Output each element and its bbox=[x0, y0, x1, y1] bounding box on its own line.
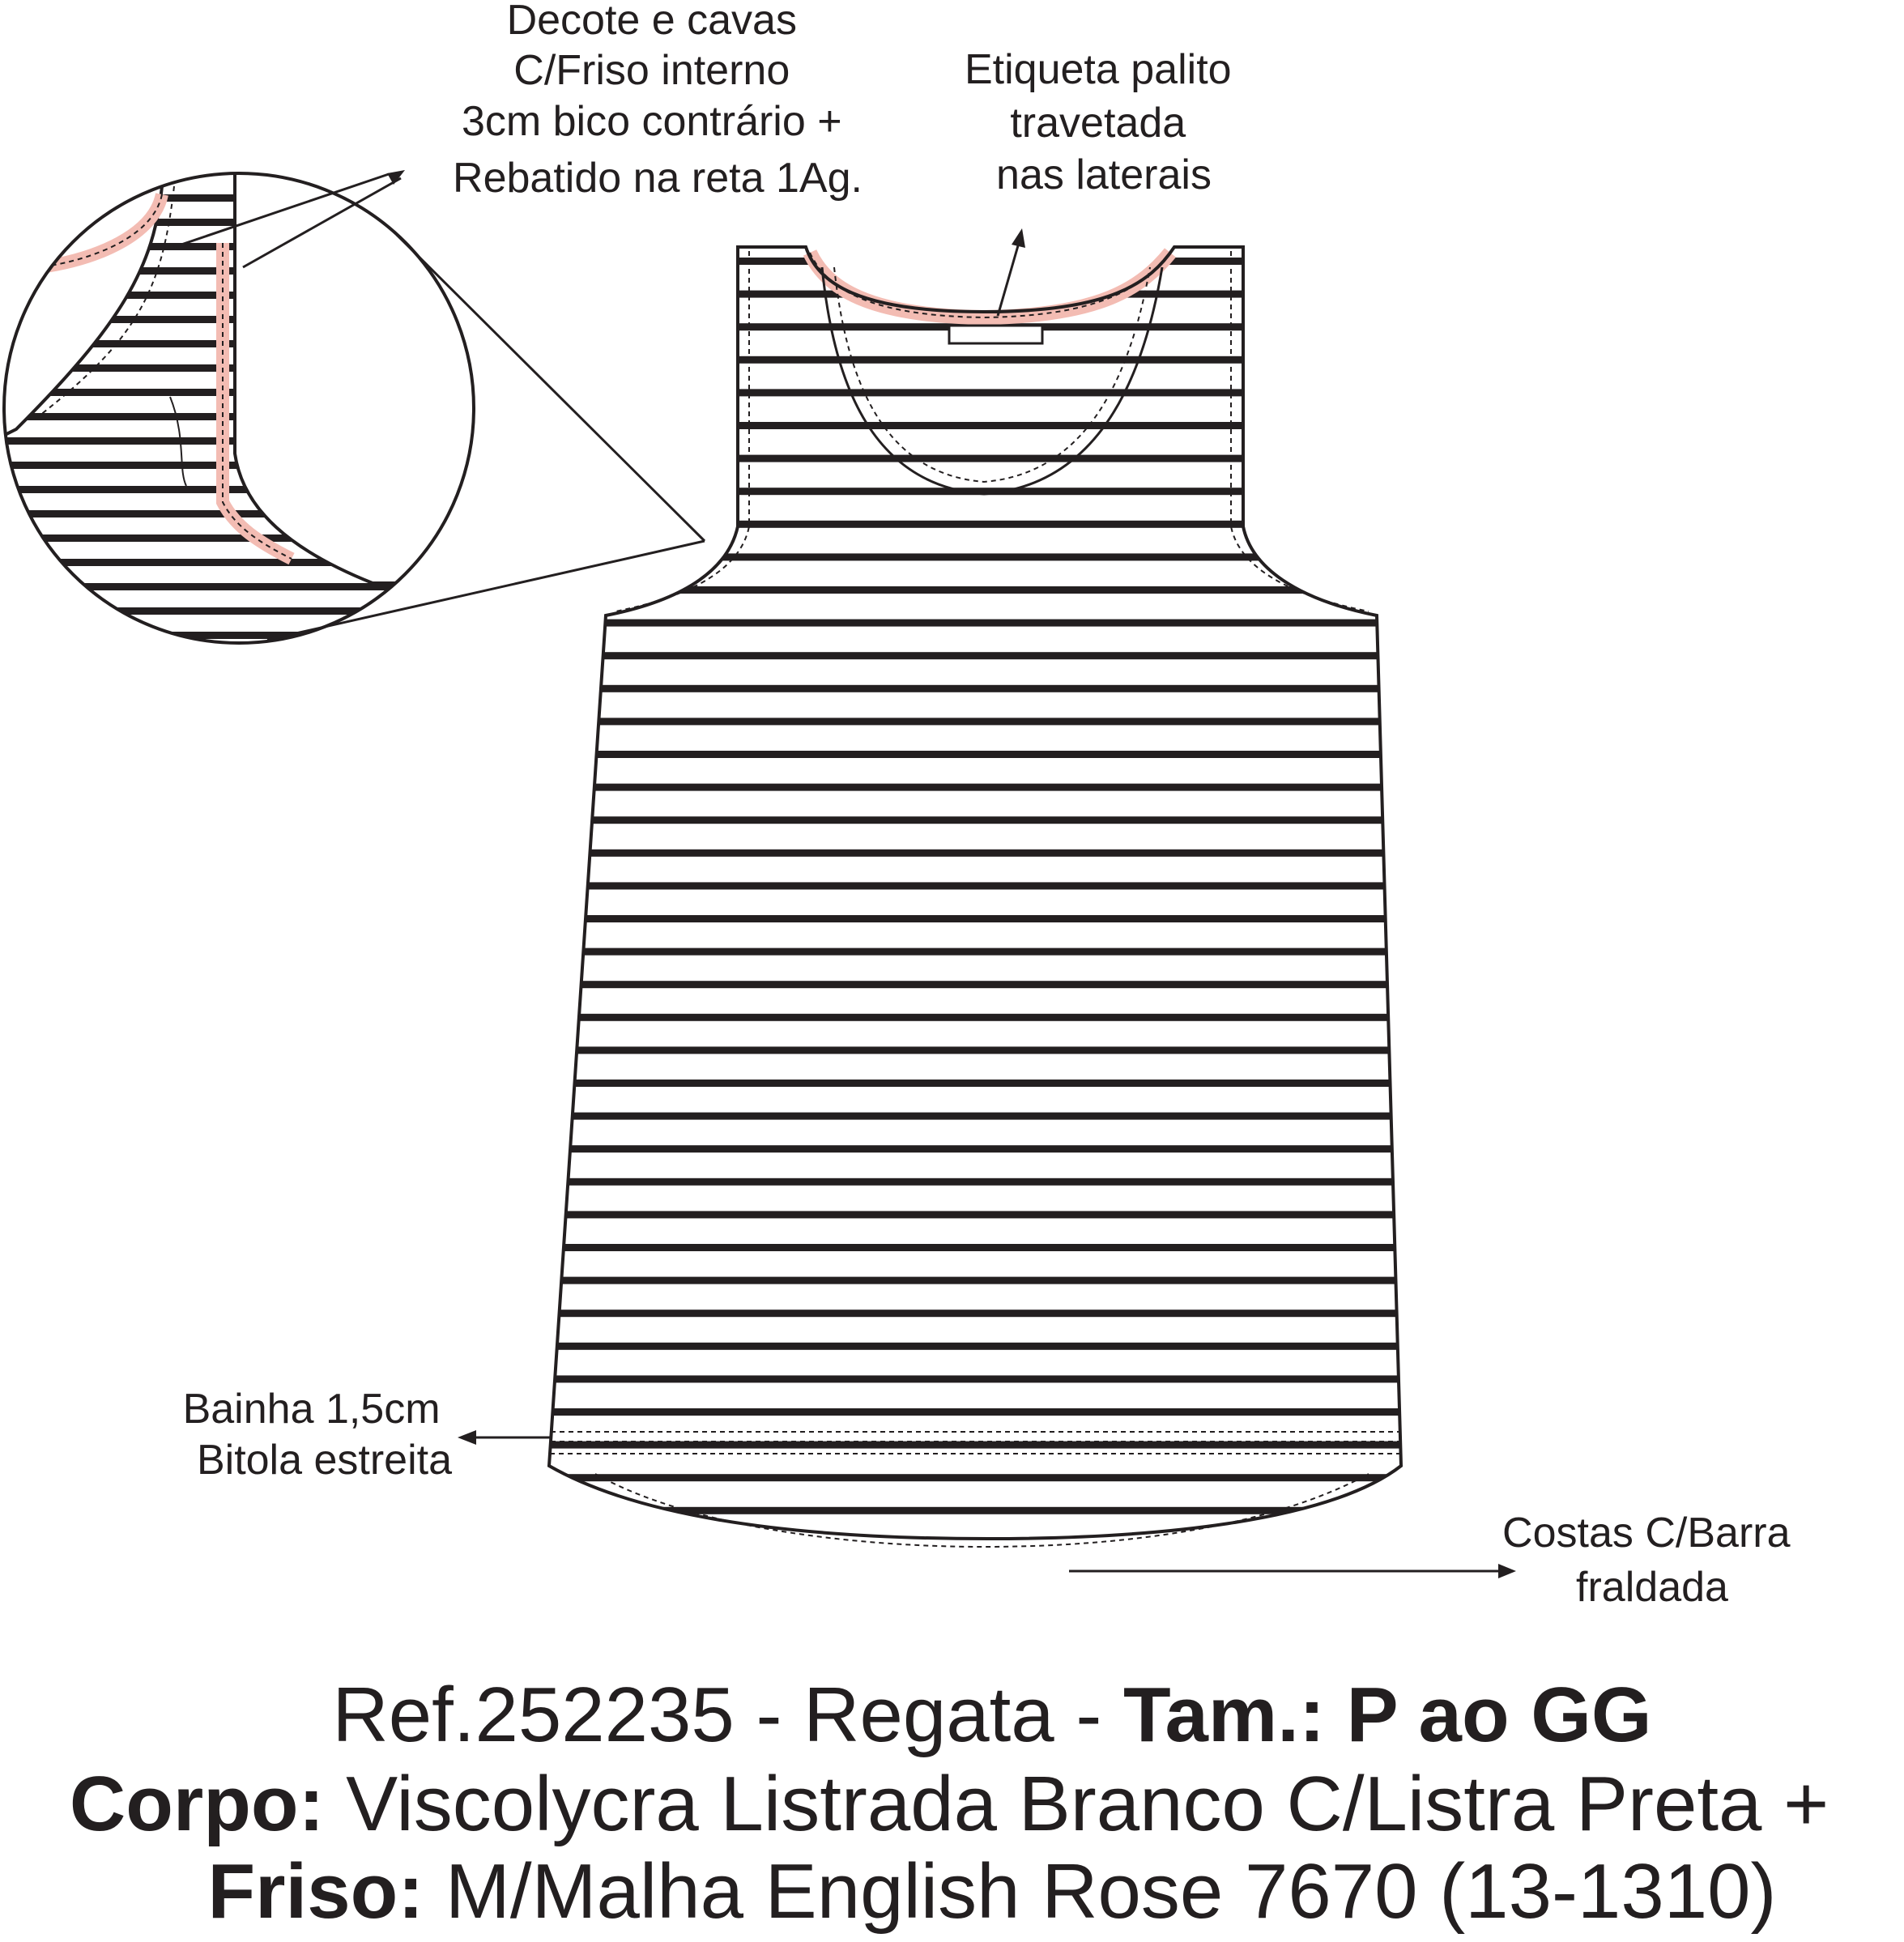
garment-stripe bbox=[486, 1014, 1498, 1021]
hem-note: Bainha 1,5cm Bitola estreita bbox=[182, 1386, 452, 1484]
zoom-stripe bbox=[0, 607, 486, 615]
garment-stripe bbox=[486, 816, 1498, 824]
tank-top-drawing bbox=[486, 247, 1498, 1547]
garment-stripe bbox=[486, 1507, 1498, 1514]
garment-stripe bbox=[486, 1474, 1498, 1481]
garment-stripe bbox=[486, 685, 1498, 692]
zoom-stripe bbox=[0, 632, 486, 639]
garment-stripe bbox=[486, 652, 1498, 659]
caption-line-3: Friso: M/Malha English Rose 7670 (13-1310) bbox=[207, 1848, 1777, 1935]
garment-stripe bbox=[486, 718, 1498, 725]
garment-stripe bbox=[486, 521, 1498, 528]
garment-stripe bbox=[486, 1277, 1498, 1284]
garment-stripe bbox=[486, 1343, 1498, 1350]
garment-stripe bbox=[486, 1178, 1498, 1186]
garment-stripe bbox=[486, 751, 1498, 758]
garment-stripe bbox=[486, 1080, 1498, 1087]
garment-stripe bbox=[486, 915, 1498, 922]
garment-stripe bbox=[486, 586, 1498, 594]
label-note: Etiqueta palito travetada nas laterais bbox=[964, 46, 1232, 198]
label-tag bbox=[949, 326, 1042, 343]
garment-stripe bbox=[486, 1244, 1498, 1251]
garment-stripe bbox=[486, 1113, 1498, 1120]
garment-stripe bbox=[486, 784, 1498, 791]
garment-stripe bbox=[486, 1375, 1498, 1382]
garment-stripe bbox=[486, 1310, 1498, 1317]
garment-stripe bbox=[486, 1408, 1498, 1416]
neckline-note: Decote e cavas C/Friso interno 3cm bico contrário + Rebatido na reta 1Ag. bbox=[453, 0, 863, 202]
zoom-stripe bbox=[0, 583, 486, 590]
garment-stripe bbox=[486, 1046, 1498, 1054]
garment-stripe bbox=[486, 850, 1498, 857]
garment-stripe bbox=[486, 882, 1498, 889]
zoom-detail-view bbox=[0, 173, 705, 651]
caption-line-2: Corpo: Viscolycra Listrada Branco C/Listra Preta + bbox=[69, 1761, 1829, 1847]
garment-stripe bbox=[486, 1145, 1498, 1152]
garment-stripe bbox=[486, 981, 1498, 988]
garment-stripe bbox=[486, 1211, 1498, 1218]
garment-stripe bbox=[486, 258, 1498, 265]
garment-stripe bbox=[486, 291, 1498, 298]
caption-line-1: Ref.252235 - Regata - Tam.: P ao GG bbox=[332, 1672, 1652, 1758]
garment-stripe bbox=[486, 948, 1498, 956]
garment-stripe bbox=[486, 620, 1498, 627]
back-note: Costas C/Barra fraldada bbox=[1502, 1510, 1791, 1611]
